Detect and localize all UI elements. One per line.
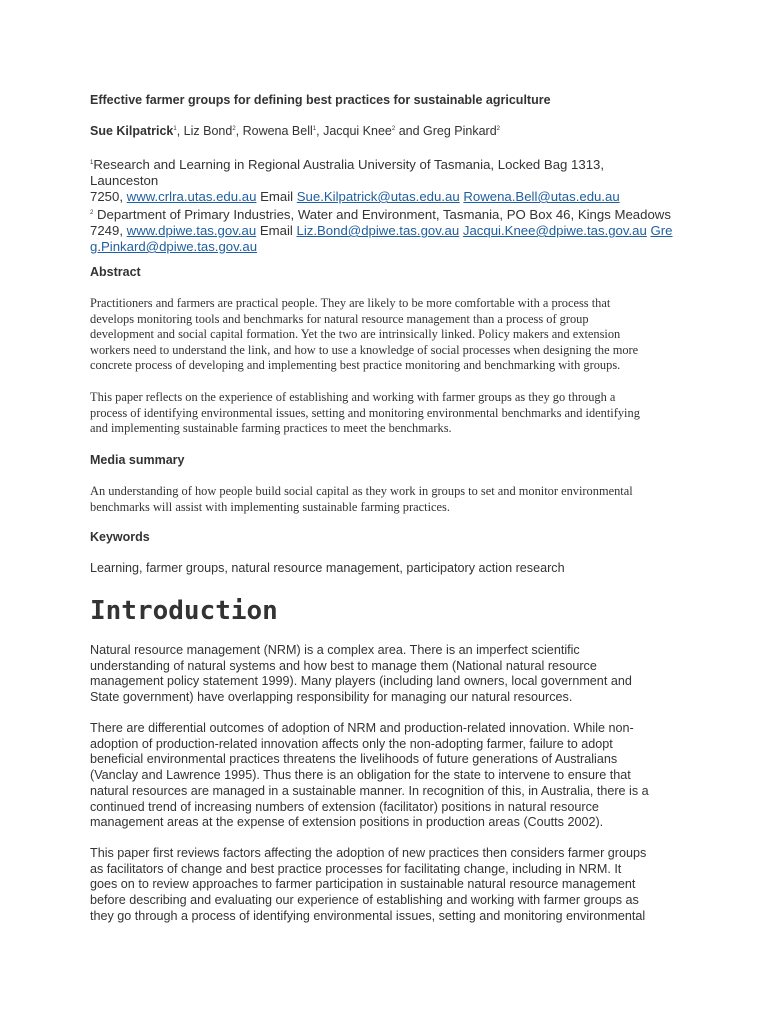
text-line: process of identifying environmental issues, setting and monitoring environmental benchmarks and identifying <box>90 405 640 420</box>
text-line: This paper reflects on the experience of establishing and working with farmer groups as they go through a <box>90 390 616 404</box>
affiliation-text: 7249, <box>90 223 127 238</box>
text-line: (Vanclay and Lawrence 1995). Thus there is an obligation for the state to intervene to ensure that <box>90 768 631 783</box>
text-line: as facilitators of change and best practice processes for facilitating change, including in NRM. It <box>90 861 622 876</box>
email-link[interactable]: Liz.Bond@dpiwe.tas.gov.au <box>296 223 460 238</box>
introduction-paragraph-2 <box>90 721 690 831</box>
text-line: concrete process of developing and implementing best practice monitoring and benchmarking with groups. <box>90 358 621 373</box>
keywords-text <box>90 561 690 577</box>
author-list <box>90 124 500 138</box>
affiliation-text: 7250, <box>90 189 127 204</box>
text-line: Learning, farmer groups, natural resource management, participatory action research <box>90 561 565 575</box>
text-line: This paper first reviews factors affecting the adoption of new practices then considers farmer groups <box>90 846 647 860</box>
text-line: before describing and evaluating our experience of establishing and working with farmer groups as <box>90 893 639 908</box>
text-line: understanding of natural systems and how best to manage them (National natural resource <box>90 658 597 673</box>
email-link[interactable]: Jacqui.Knee@dpiwe.tas.gov.au <box>462 223 647 238</box>
author-affiliation-mark: 2 <box>232 126 236 132</box>
text-line: There are differential outcomes of adoption of NRM and production-related innovation. While non- <box>90 721 634 735</box>
introduction-paragraph-1 <box>90 643 690 706</box>
media-summary-heading: Media summary <box>90 453 185 467</box>
text-line: natural resources are managed in a sustainable manner. In recognition of this, in Australia, there is a <box>90 783 649 798</box>
introduction-paragraph-3 <box>90 846 690 925</box>
text-line: benchmarks will assist with implementing sustainable farming practices. <box>90 499 450 514</box>
text-line: State government) have overlapping responsibility for managing our natural resources. <box>90 690 573 705</box>
email-label: Email <box>256 223 297 238</box>
affiliation-text: Launceston <box>90 173 159 188</box>
affiliation-line <box>90 239 686 255</box>
email-link[interactable]: Gre <box>650 223 673 238</box>
author-affiliation-mark: 2 <box>391 126 396 132</box>
text-line: Practitioners and farmers are practical people. They are likely to be more comfortable with a process that <box>90 296 611 310</box>
email-label: Email <box>256 189 297 204</box>
introduction-heading: Introduction <box>90 596 278 626</box>
abstract-paragraph-2 <box>90 390 690 437</box>
abstract-heading: Abstract <box>90 265 141 279</box>
author-name: , Rowena Bell <box>235 124 313 138</box>
affiliations <box>90 155 686 255</box>
text-line: development and social capital formation. Yet the two are intrinsically linked. Policy makers and extension <box>90 327 621 342</box>
text-line: continued trend of increasing numbers of extension (facilitator) positions in natural resource <box>90 799 599 814</box>
affiliation-website-link[interactable]: www.dpiwe.tas.gov.au <box>126 223 257 238</box>
author-affiliation-mark: 1 <box>312 126 317 132</box>
text-line: An understanding of how people build social capital as they work in groups to set and monitor environmental <box>90 484 633 498</box>
text-line: they go through a process of identifying environmental issues, setting and monitoring environmental <box>90 908 646 923</box>
affiliation-line <box>90 155 686 173</box>
affiliation-line <box>90 205 686 223</box>
author-affiliation-mark: 1 <box>173 126 177 132</box>
email-link[interactable]: Rowena.Bell@utas.edu.au <box>463 189 620 204</box>
affiliation-text: Research and Learning in Regional Australia University of Tasmania, Locked Bag 1313, <box>93 157 605 172</box>
text-line: develops monitoring tools and benchmarks for natural resource management than a process of group <box>90 311 589 326</box>
author-name: , Liz Bond <box>176 124 233 138</box>
text-line: management policy statement 1999). Many players (including land owners, local government and <box>90 674 632 689</box>
author-name: Sue Kilpatrick <box>90 124 174 138</box>
affiliation-line <box>90 189 686 205</box>
author-affiliation-mark: 2 <box>496 126 501 132</box>
text-line: adoption of production-related innovation affects only the non-adopting farmer, failure to adopt <box>90 736 613 751</box>
text-line: management areas at the expense of extension positions in production areas (Coutts 2002). <box>90 815 604 830</box>
author-name: and Greg Pinkard <box>395 124 497 138</box>
author-name: , Jacqui Knee <box>316 124 392 138</box>
text-line: and implementing sustainable farming practices to meet the benchmarks. <box>90 421 452 436</box>
keywords-heading: Keywords <box>90 530 150 544</box>
email-link[interactable]: g.Pinkard@dpiwe.tas.gov.au <box>90 239 258 254</box>
text-line: beneficial environmental practices threatens the livelihoods of future generations of Australians <box>90 752 618 767</box>
text-line: goes on to review approaches to farmer participation in sustainable natural resource management <box>90 877 636 892</box>
media-summary-paragraph <box>90 484 690 515</box>
affiliation-text: Department of Primary Industries, Water and Environment, Tasmania, PO Box 46, Kings Meadows <box>93 207 671 222</box>
affiliation-website-link[interactable]: www.crlra.utas.edu.au <box>126 189 257 204</box>
paper-title: Effective farmer groups for defining best practices for sustainable agriculture <box>90 93 551 107</box>
affiliation-line <box>90 223 686 239</box>
text-line: Natural resource management (NRM) is a complex area. There is an imperfect scientific <box>90 643 580 657</box>
affiliation-mark: 2 <box>90 210 94 216</box>
text-line: workers need to understand the link, and how to use a knowledge of social processes when designing the more <box>90 342 639 357</box>
abstract-paragraph-1 <box>90 296 690 374</box>
affiliation-mark: 1 <box>90 160 94 166</box>
affiliation-line <box>90 173 686 189</box>
email-link[interactable]: Sue.Kilpatrick@utas.edu.au <box>296 189 460 204</box>
